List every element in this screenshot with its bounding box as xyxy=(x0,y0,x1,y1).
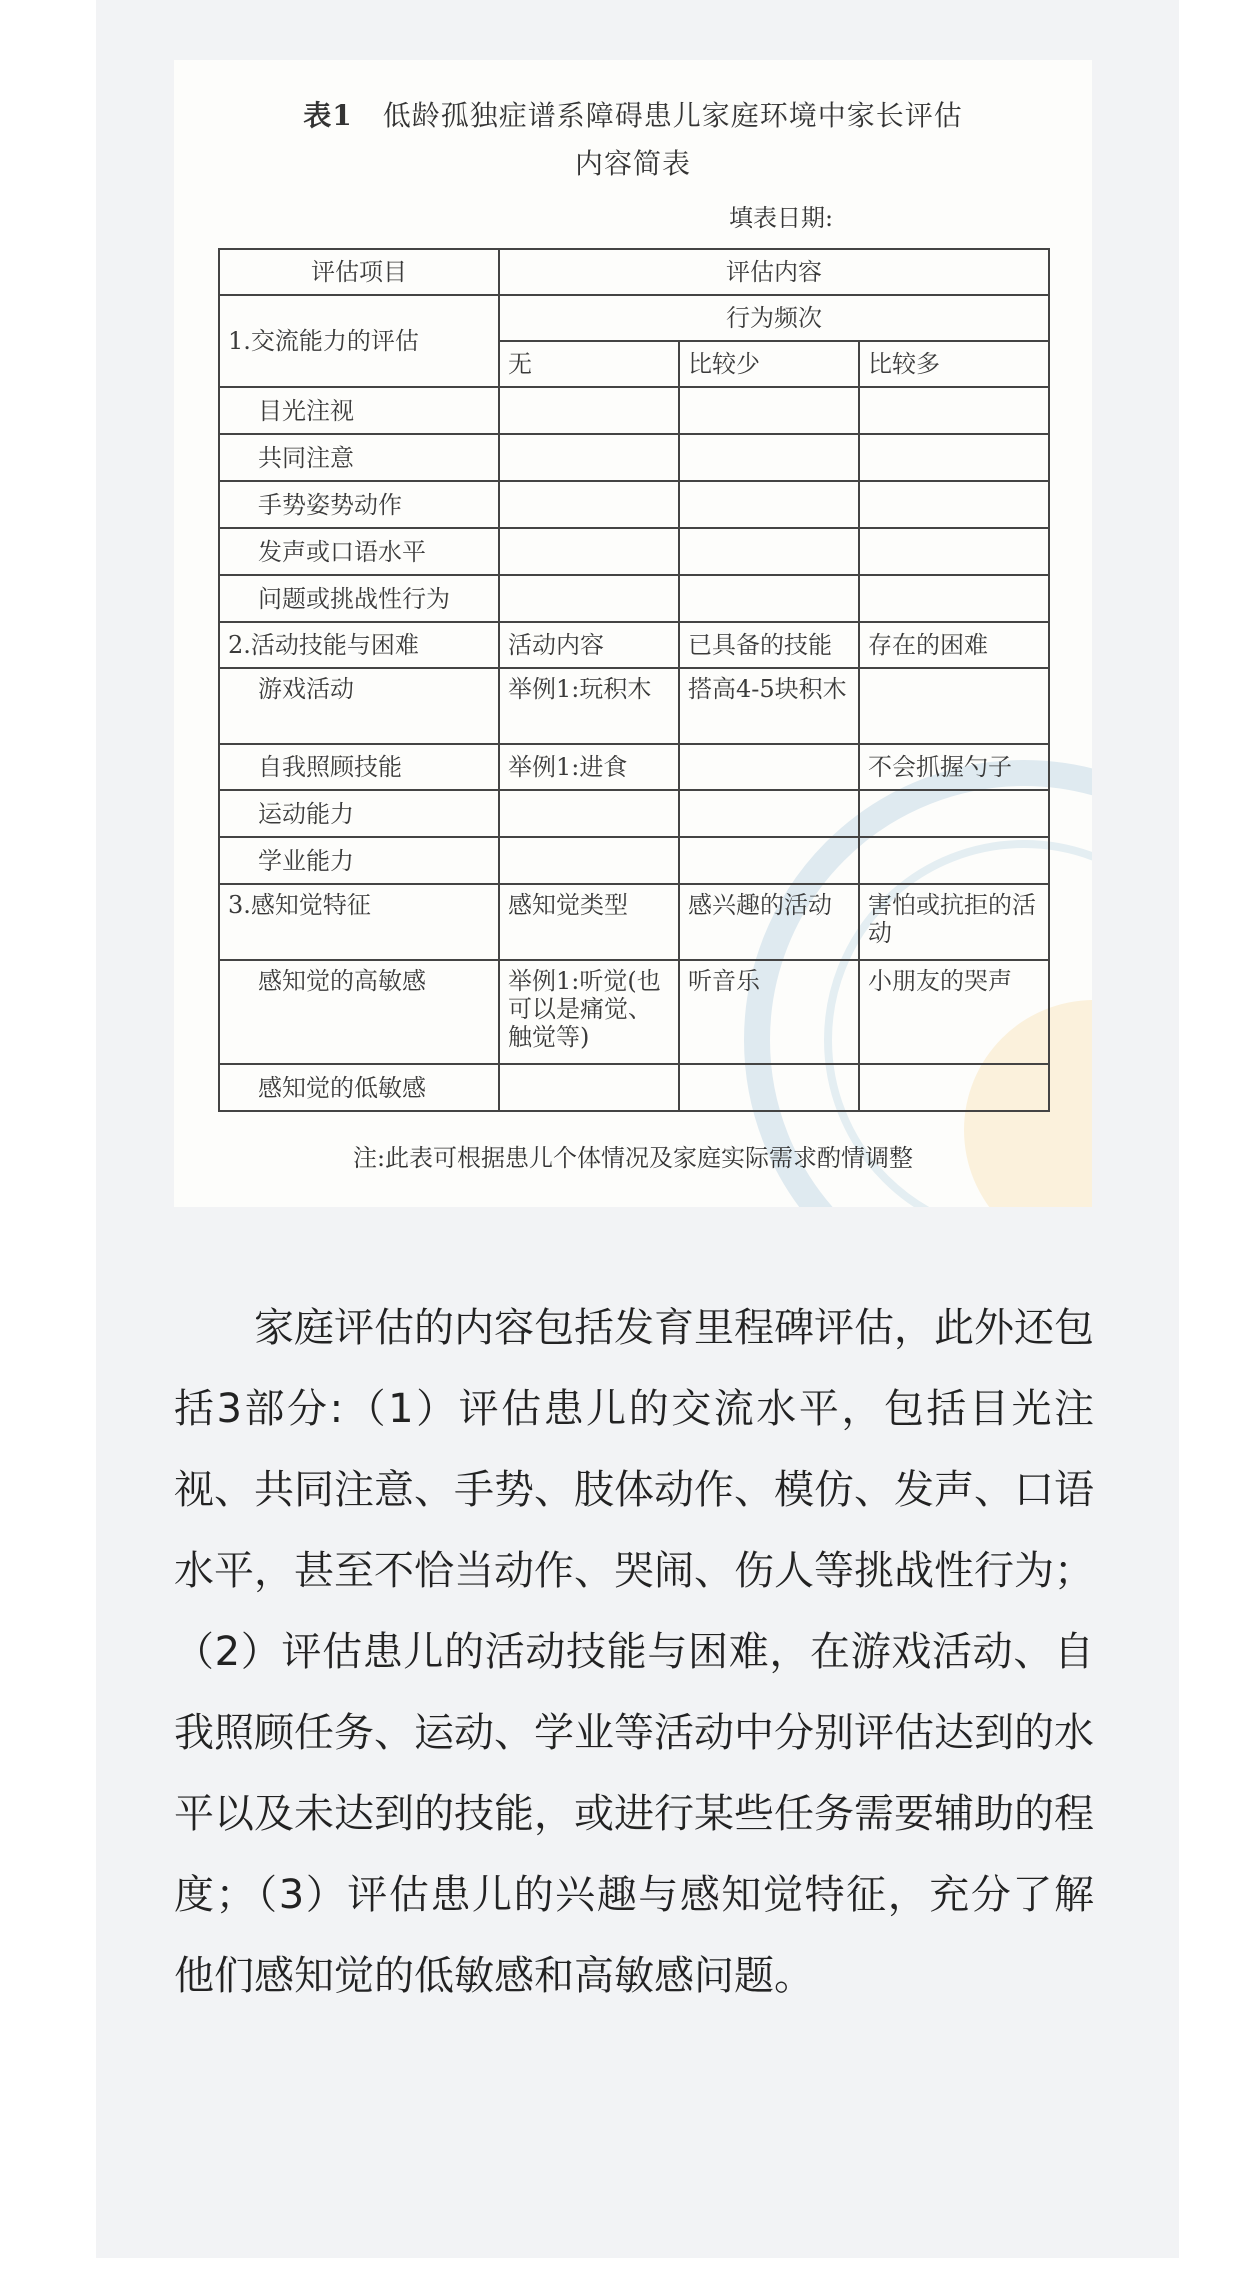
figure-title-text: 低龄孤独症谱系障碍患儿家庭环境中家长评估 xyxy=(382,99,963,132)
table-row-label: 运动能力 xyxy=(219,790,499,837)
table-row-label: 感知觉的低敏感 xyxy=(219,1064,499,1111)
table-cell xyxy=(679,744,859,790)
freq-more: 比较多 xyxy=(859,341,1049,387)
section3-header-type: 感知觉类型 xyxy=(499,884,679,960)
freq-less: 比较少 xyxy=(679,341,859,387)
figure-title-label: 表1 xyxy=(303,99,353,132)
table-cell xyxy=(859,668,1049,744)
section2-header-skill: 已具备的技能 xyxy=(679,622,859,668)
table-row-label: 问题或挑战性行为 xyxy=(219,575,499,622)
section2-header-difficulty: 存在的困难 xyxy=(859,622,1049,668)
table-figure-image xyxy=(174,60,1092,1207)
table-cell: 不会抓握勺子 xyxy=(859,744,1049,790)
table-row-label: 游戏活动 xyxy=(219,668,499,744)
table-row-label: 共同注意 xyxy=(219,434,499,481)
freq-none: 无 xyxy=(499,341,679,387)
section2-title: 2.活动技能与困难 xyxy=(219,622,499,668)
table-note: 注:此表可根据患儿个体情况及家庭实际需求酌情调整 xyxy=(352,1144,914,1172)
table-cell: 举例1:听觉(也可以是痛觉、触觉等) xyxy=(499,960,679,1064)
assessment-table xyxy=(218,248,1050,1112)
table-row-label: 目光注视 xyxy=(219,387,499,434)
table-row-label: 自我照顾技能 xyxy=(219,744,499,790)
section3-title: 3.感知觉特征 xyxy=(219,884,499,960)
table-cell: 听音乐 xyxy=(679,960,859,1064)
table-cell: 举例1:进食 xyxy=(499,744,679,790)
section2-header-content: 活动内容 xyxy=(499,622,679,668)
table-cell: 举例1:玩积木 xyxy=(499,668,679,744)
table-row-label: 感知觉的高敏感 xyxy=(219,960,499,1064)
figure-title-line2: 内容简表 xyxy=(574,147,691,180)
table-cell: 小朋友的哭声 xyxy=(859,960,1049,1064)
section3-header-fear: 害怕或抗拒的活动 xyxy=(859,884,1049,960)
header-content: 评估内容 xyxy=(499,249,1049,295)
table-row-label: 学业能力 xyxy=(219,837,499,884)
header-item: 评估项目 xyxy=(219,249,499,295)
section1-title: 1.交流能力的评估 xyxy=(219,295,499,387)
table-cell: 搭高4-5块积木 xyxy=(679,668,859,744)
fill-date-label: 填表日期: xyxy=(729,204,834,232)
table-row-label: 发声或口语水平 xyxy=(219,528,499,575)
body-paragraph: 家庭评估的内容包括发育里程碑评估，此外还包括3部分:（1）评估患儿的交流水平，包括目光注视、共同注意、手势、肢体动作、模仿、发声、口语水平，甚至不恰当动作、哭闹、伤人等挑战性行为；（2）评估患儿的活动技能与困难，在游戏活动、自我照顾任务、运动、学业等活动中分别评估达到的水平以及未达到的技能，或进行某些任务需要辅助的程度；（3）评估患儿的兴趣与感知觉特征，充分了解他们感知觉的低敏感和高敏感问题。 xyxy=(174,1305,1094,1999)
table-row-label: 手势姿势动作 xyxy=(219,481,499,528)
behavior-frequency-header: 行为频次 xyxy=(499,295,1049,341)
figure-title-line1 xyxy=(174,94,1092,134)
section3-header-interest: 感兴趣的活动 xyxy=(679,884,859,960)
